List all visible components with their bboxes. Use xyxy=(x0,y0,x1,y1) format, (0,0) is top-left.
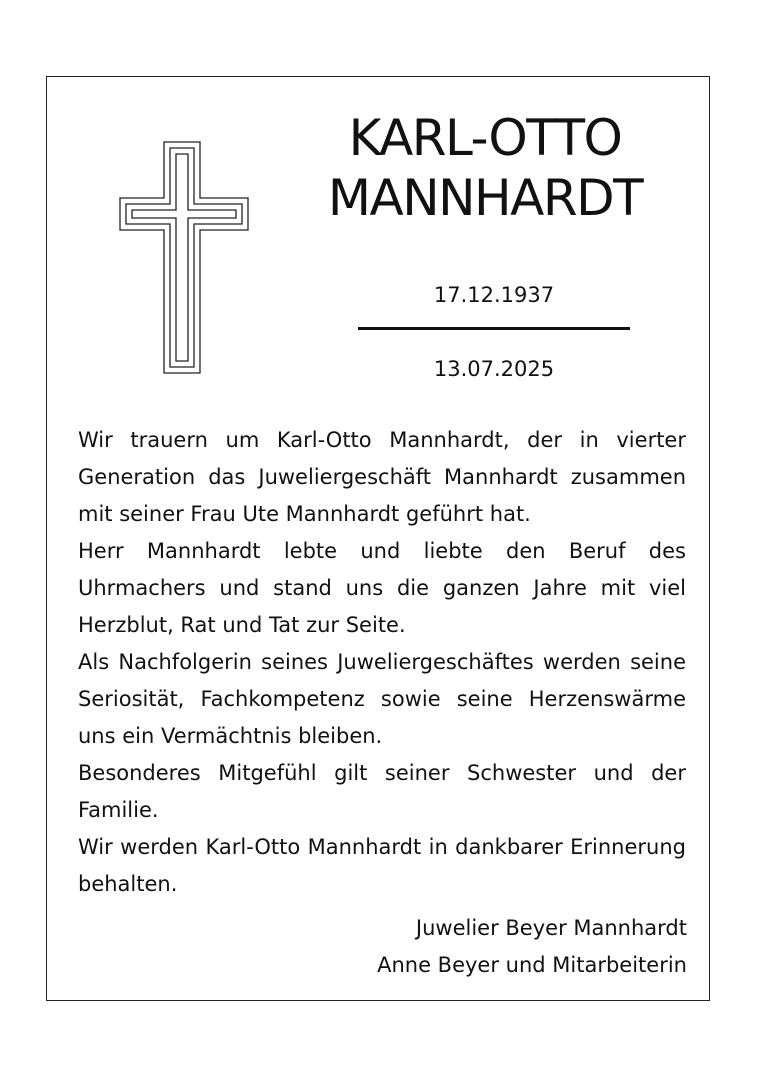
paragraph: Herr Mannhardt lebte und liebte den Beruf des Uhrmachers und stand uns die ganzen Jahre mit viel Herzblut, Rat und Tat zur Seite. xyxy=(78,539,686,637)
signature-company: Juwelier Beyer Mannhardt xyxy=(415,916,687,940)
paragraph: Wir trauern um Karl-Otto Mannhardt, der in vierter Generation das Juweliergeschäft Mannhardt zusammen mit seiner Frau Ute Mannhardt geführt hat. xyxy=(78,428,686,526)
cross-icon xyxy=(118,140,250,375)
notice-text xyxy=(78,422,686,903)
death-date: 13.07.2025 xyxy=(433,357,555,381)
date-divider xyxy=(358,327,630,330)
signature-people: Anne Beyer und Mitarbeiterin xyxy=(377,953,687,977)
name-last: MANNHARDT xyxy=(327,169,643,227)
deceased-name xyxy=(280,108,690,228)
paragraph: Besonderes Mitgefühl gilt seiner Schwester und der Familie. xyxy=(78,761,686,822)
birth-date: 17.12.1937 xyxy=(433,283,555,307)
signature xyxy=(377,910,687,984)
paragraph: Wir werden Karl-Otto Mannhardt in dankbarer Erinnerung behalten. xyxy=(78,835,686,896)
paragraph: Als Nachfolgerin seines Juweliergeschäftes werden seine Seriosität, Fachkompetenz sowie seine Herzenswärme uns ein Vermächtnis bleiben. xyxy=(78,650,686,748)
name-first: KARL-OTTO xyxy=(348,109,622,167)
